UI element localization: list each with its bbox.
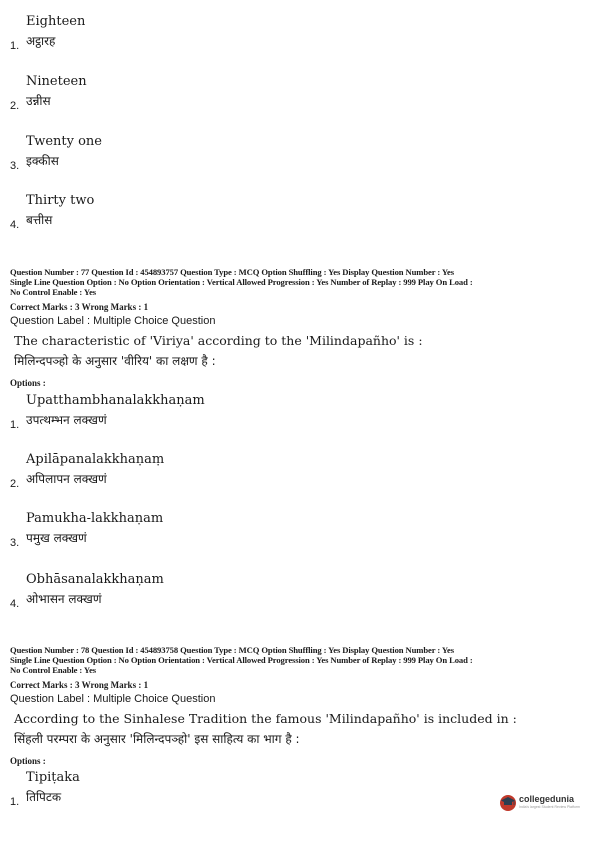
marks-info: Correct Marks : 3 Wrong Marks : 1: [10, 302, 149, 312]
option-english: Pamukha-lakkhaṇam: [26, 511, 164, 526]
logo-name: collegedunia: [519, 794, 575, 804]
option-item: [10, 452, 570, 500]
question-meta: [10, 267, 585, 297]
option-english: Upatthambhanalakkhaṇam: [26, 393, 205, 408]
option-hindi: उन्नीस: [26, 94, 51, 108]
meta-line: Single Line Question Option : No Option Orientation : Vertical Allowed Progression : Yes Number of Replay : 999 Play On Load :: [10, 655, 473, 665]
collegedunia-logo: [498, 790, 580, 816]
question-text-hindi: सिंहली परम्परा के अनुसार 'मिलिन्दपञ्हो' इस साहित्य का भाग है :: [14, 732, 300, 746]
question-meta: [10, 645, 585, 675]
option-hindi: उपत्थम्भन लक्खणं: [26, 413, 107, 427]
option-english: Apilāpanalakkhaṇaṃ: [26, 452, 165, 467]
option-number: 1.: [10, 419, 20, 431]
meta-line: No Control Enable : Yes: [10, 287, 97, 297]
option-item: [10, 193, 570, 241]
option-number: 2.: [10, 100, 20, 112]
question-text-english: According to the Sinhalese Tradition the famous 'Milindapañho' is included in :: [14, 711, 517, 726]
option-hindi: पमुख लक्खणं: [26, 531, 87, 545]
option-hindi: अट्ठारह: [26, 34, 56, 48]
option-hindi: इक्कीस: [26, 154, 59, 168]
option-number: 3.: [10, 537, 20, 549]
graduation-cap-icon: [498, 792, 518, 812]
marks-info: Correct Marks : 3 Wrong Marks : 1: [10, 680, 149, 690]
question-text-english: The characteristic of 'Viriya' according to the 'Milindapañho' is :: [14, 333, 423, 348]
option-number: 1.: [10, 796, 20, 808]
option-hindi: बत्तीस: [26, 213, 53, 227]
option-hindi: अपिलापन लक्खणं: [26, 472, 107, 486]
option-number: 1.: [10, 40, 20, 52]
option-item: [10, 572, 570, 620]
question-label: Question Label : Multiple Choice Question: [10, 315, 216, 327]
option-english: Tipiṭaka: [26, 770, 80, 785]
option-english: Eighteen: [26, 14, 86, 29]
option-number: 2.: [10, 478, 20, 490]
option-hindi: ओभासन लक्खणं: [26, 592, 102, 606]
question-text-hindi: मिलिन्दपञ्हो के अनुसार 'वीरिय' का लक्षण है :: [14, 354, 216, 368]
option-item: [10, 511, 570, 559]
question-label: Question Label : Multiple Choice Question: [10, 693, 216, 705]
meta-line: Question Number : 77 Question Id : 454893757 Question Type : MCQ Option Shuffling : Yes Display Question Number : Yes: [10, 267, 454, 277]
option-english: Thirty two: [26, 193, 95, 208]
option-item: [10, 74, 570, 122]
option-number: 4.: [10, 219, 20, 231]
meta-line: Single Line Question Option : No Option Orientation : Vertical Allowed Progression : Yes Number of Replay : 999 Play On Load :: [10, 277, 473, 287]
option-hindi: तिपिटक: [26, 790, 62, 804]
options-heading: Options :: [10, 378, 46, 388]
logo-tagline: India's largest Student Review Platform: [519, 805, 580, 809]
option-item: [10, 134, 570, 182]
option-item: [10, 393, 570, 441]
meta-line: Question Number : 78 Question Id : 454893758 Question Type : MCQ Option Shuffling : Yes Display Question Number : Yes: [10, 645, 454, 655]
option-number: 4.: [10, 598, 20, 610]
option-english: Obhāsanalakkhaṇam: [26, 572, 164, 587]
option-number: 3.: [10, 160, 20, 172]
option-item: [10, 14, 570, 62]
option-english: Twenty one: [26, 134, 102, 149]
meta-line: No Control Enable : Yes: [10, 665, 97, 675]
option-english: Nineteen: [26, 74, 87, 89]
options-heading: Options :: [10, 756, 46, 766]
option-item: [10, 770, 570, 818]
